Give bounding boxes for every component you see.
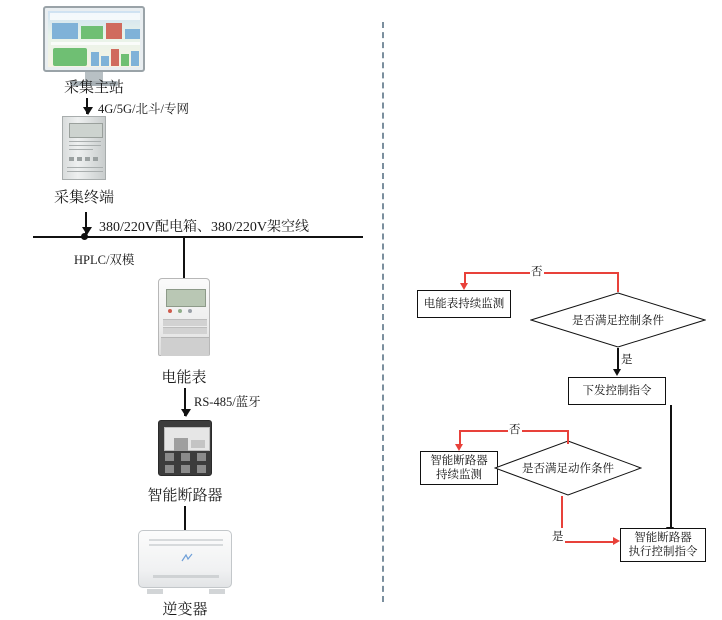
label-collection-terminal: 采集终端: [53, 190, 114, 206]
label-inverter: 逆变器: [162, 602, 208, 618]
collection-terminal-icon: [62, 116, 106, 180]
energy-meter-icon: [158, 278, 210, 356]
flow-edge-no1-arrow: [460, 283, 468, 290]
flow-box-breaker-execute: [620, 528, 706, 562]
flow-decision-2-text: 是否满足动作条件: [522, 463, 614, 475]
label-smart-breaker: 智能断路器: [147, 488, 223, 504]
flow-decision-check-action-condition: [494, 440, 642, 496]
connector-bus-to-meter: [183, 238, 185, 278]
flow-edge-yes1-line: [617, 348, 619, 371]
flow-label-yes-2: 是: [551, 528, 565, 544]
flow-edge-send-to-execute: [670, 405, 672, 529]
flow-box-meter-monitor: 电能表持续监测: [417, 290, 511, 318]
vertical-dashed-divider: [382, 22, 384, 602]
flow-edge-no1-down: [464, 272, 466, 283]
connector-meter-to-breaker: [184, 388, 186, 416]
flow-edge-no2-vertical: [567, 430, 569, 444]
inverter-icon: [138, 530, 232, 588]
flow-label-no-2: 否: [508, 421, 522, 437]
label-energy-meter: 电能表: [161, 370, 207, 386]
flow-edge-yes2-right: [561, 541, 615, 543]
smart-breaker-icon: [158, 420, 212, 476]
flow-box-breaker-monitor-line1: 智能断路器: [430, 454, 488, 467]
flow-edge-no2-arrow: [455, 444, 463, 451]
flow-label-no-1: 否: [530, 263, 544, 279]
label-link-bus: 380/220V配电箱、380/220V架空线: [99, 220, 309, 235]
monitor-screen: [48, 11, 140, 67]
flow-box-breaker-monitor: [420, 451, 498, 485]
label-master-station: 采集主站: [63, 80, 124, 96]
connector-breaker-to-inverter: [184, 506, 186, 530]
connector-master-to-terminal: [86, 98, 88, 114]
flow-edge-no2-down: [459, 430, 461, 444]
bus-junction-dot: [81, 233, 88, 240]
label-link-hplc: HPLC/双模: [74, 253, 135, 267]
flow-edge-yes2-arrow: [613, 537, 620, 545]
label-link-master-terminal: 4G/5G/北斗/专网: [98, 102, 189, 116]
flow-decision-1-text: 是否满足控制条件: [572, 315, 664, 327]
flow-box-breaker-monitor-line2: 持续监测: [436, 469, 482, 481]
monitor-icon: [43, 6, 145, 72]
flow-box-breaker-execute-line1: 智能断路器: [634, 531, 692, 544]
flow-label-yes-1: 是: [620, 351, 634, 367]
connector-terminal-to-bus: [85, 212, 87, 234]
flow-edge-yes1-arrow: [613, 369, 621, 376]
flow-box-breaker-execute-line2: 执行控制指令: [628, 546, 698, 558]
flow-box-send-command: 下发控制指令: [568, 377, 666, 405]
inverter-logo-icon: [181, 553, 193, 563]
label-link-meter-breaker: RS-485/蓝牙: [194, 395, 261, 409]
flow-edge-no1-vertical: [617, 272, 619, 292]
flow-decision-check-control-condition: [530, 292, 706, 348]
